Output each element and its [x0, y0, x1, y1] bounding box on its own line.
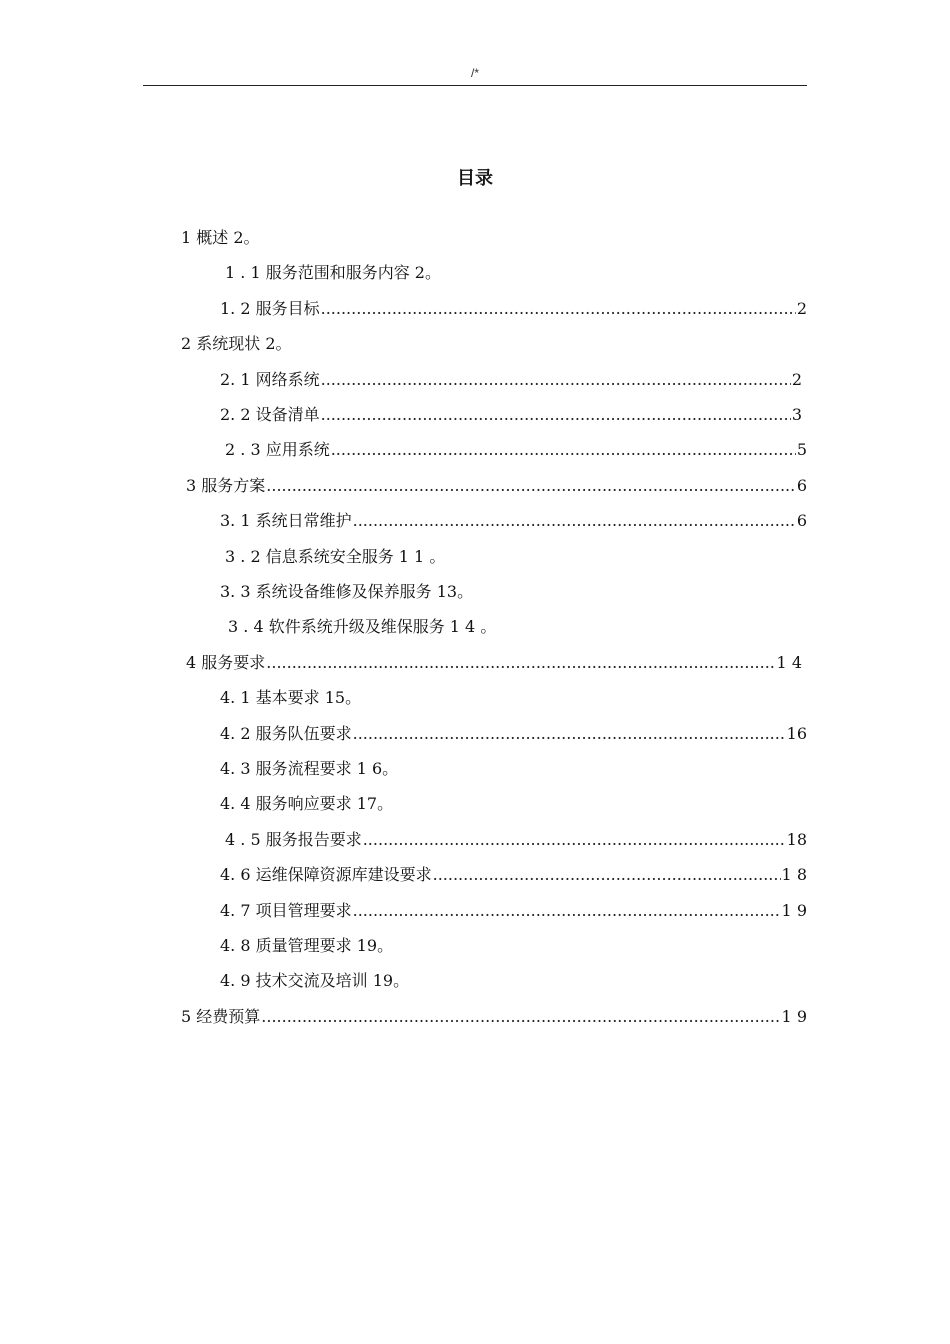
toc-entry-label: 1. 2 服务目标 [220, 299, 320, 318]
toc-entry-page: 6 [796, 476, 807, 495]
toc-entry-page: 2 [796, 299, 807, 318]
toc-entry-label: 4. 1 基本要求 15。 [220, 688, 362, 707]
toc-entry-label: 2. 1 网络系统 [220, 370, 320, 389]
toc-entry-label: 5 经费预算 [181, 1007, 261, 1026]
toc-dot-leader [353, 899, 781, 923]
toc-entry-label: 1 . 1 服务范围和服务内容 2。 [225, 263, 441, 282]
toc-entry[interactable] [220, 722, 807, 746]
toc-dot-leader [433, 863, 781, 887]
toc-entry-label: 4. 7 项目管理要求 [220, 901, 352, 920]
toc-dot-leader [331, 438, 796, 462]
toc-entry-page: 1 9 [781, 1007, 807, 1026]
toc-entry-page: 5 [796, 440, 807, 459]
toc-entry-label: 2 系统现状 2。 [181, 334, 292, 353]
toc-entry[interactable] [225, 261, 441, 285]
toc-entry[interactable] [181, 1005, 807, 1029]
toc-dot-leader [321, 297, 796, 321]
toc-entry[interactable] [228, 615, 496, 639]
toc-entry[interactable] [220, 368, 802, 392]
toc-entry-page: 18 [786, 830, 807, 849]
toc-dot-leader [321, 368, 791, 392]
toc-entry[interactable] [225, 438, 807, 462]
toc-entry[interactable] [225, 545, 445, 569]
toc-entry-label: 4. 8 质量管理要求 19。 [220, 936, 394, 955]
toc-entry[interactable] [220, 297, 807, 321]
toc-entry[interactable] [220, 757, 398, 781]
toc-entry-label: 4. 9 技术交流及培训 19。 [220, 971, 410, 990]
toc-title: 目录 [457, 168, 493, 189]
toc-entry[interactable] [181, 226, 260, 250]
toc-entry-label: 3 服务方案 [186, 476, 266, 495]
toc-entry-label: 2 . 3 应用系统 [225, 440, 330, 459]
toc-entry[interactable] [220, 403, 802, 427]
toc-entry-page: 1 9 [781, 901, 807, 920]
toc-entry-label: 1 概述 2。 [181, 228, 260, 247]
toc-entry-label: 3 . 4 软件系统升级及维保服务 1 4 。 [228, 617, 497, 636]
toc-entry[interactable] [220, 969, 409, 993]
toc-dot-leader [353, 722, 786, 746]
toc-dot-leader [266, 474, 796, 498]
toc-dot-leader [363, 828, 786, 852]
toc-entry[interactable] [186, 651, 802, 675]
toc-entry-page: 1 4 [776, 653, 802, 672]
toc-entry-label: 3 . 2 信息系统安全服务 1 1 。 [225, 547, 446, 566]
toc-dot-leader [261, 1005, 780, 1029]
toc-entry[interactable] [181, 332, 292, 356]
toc-entry[interactable] [220, 686, 361, 710]
toc-dot-leader [321, 403, 791, 427]
toc-entry-label: 4. 3 服务流程要求 1 6。 [220, 759, 399, 778]
toc-entry[interactable] [220, 509, 807, 533]
toc-entry-label: 3. 1 系统日常维护 [220, 511, 352, 530]
toc-entry[interactable] [220, 580, 473, 604]
toc-dot-leader [353, 509, 796, 533]
toc-dot-leader [266, 651, 775, 675]
toc-entry-label: 4. 2 服务队伍要求 [220, 724, 352, 743]
toc-entry[interactable] [220, 899, 807, 923]
toc-entry-label: 3. 3 系统设备维修及保养服务 13。 [220, 582, 474, 601]
toc-entry-label: 4 . 5 服务报告要求 [225, 830, 362, 849]
toc-entry[interactable] [220, 863, 807, 887]
toc-entry-page: 2 [791, 370, 802, 389]
toc-entry-page: 3 [791, 405, 802, 424]
toc-entry-page: 16 [786, 724, 807, 743]
toc-entry-label: 2. 2 设备清单 [220, 405, 320, 424]
toc-entry-label: 4. 6 运维保障资源库建设要求 [220, 865, 432, 884]
toc-entry-page: 6 [796, 511, 807, 530]
toc-entry-page: 1 8 [781, 865, 807, 884]
toc-entry[interactable] [186, 474, 807, 498]
toc-entry[interactable] [220, 934, 393, 958]
header-mark: /* [470, 66, 479, 80]
toc-entry[interactable] [220, 792, 393, 816]
toc-entry-label: 4. 4 服务响应要求 17。 [220, 794, 394, 813]
toc-entry-label: 4 服务要求 [186, 653, 266, 672]
toc-entry[interactable] [225, 828, 807, 852]
